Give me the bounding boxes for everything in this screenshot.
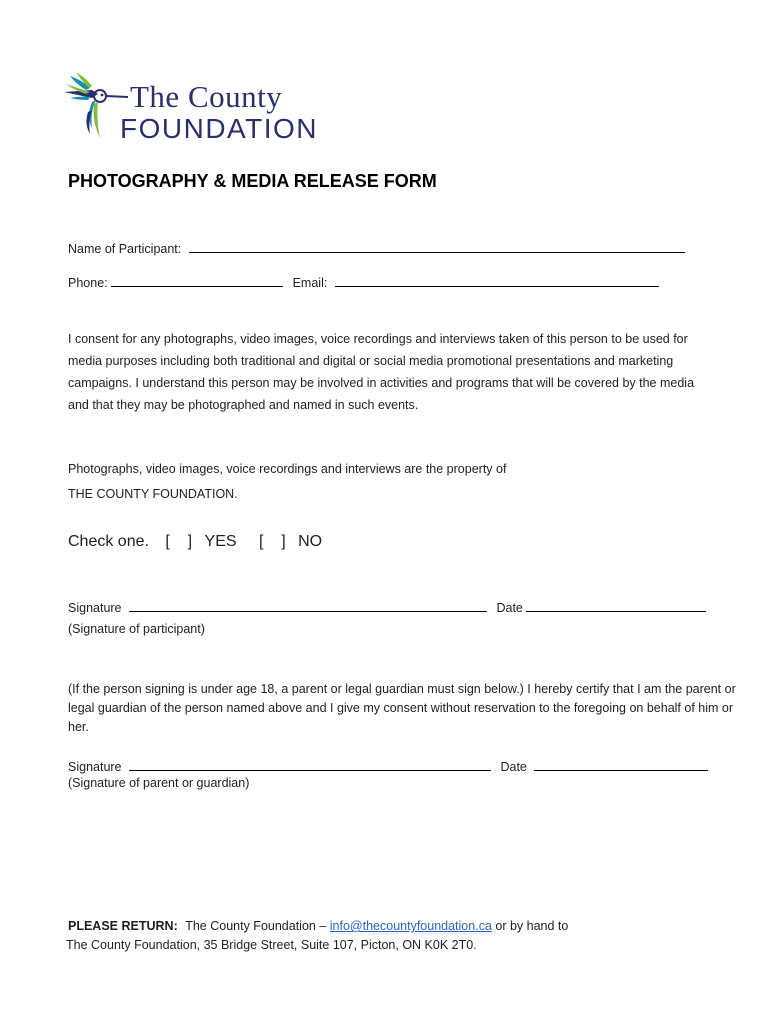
return-row [68, 919, 568, 933]
return-address: The County Foundation, 35 Bridge Street, Suite 107, Picton, ON K0K 2T0. [66, 938, 477, 952]
logo-text-line2: FOUNDATION [120, 113, 319, 144]
property-line-2: THE COUNTY FOUNDATION. [68, 487, 238, 501]
yes-checkbox[interactable]: [ ] [165, 533, 193, 550]
check-one-row [68, 533, 322, 551]
no-checkbox[interactable]: [ ] [258, 533, 286, 550]
check-one-label: Check one. [68, 533, 149, 550]
guardian-signature-row [68, 758, 708, 774]
return-text-2: or by hand to [495, 919, 569, 933]
phone-field[interactable] [111, 274, 283, 287]
guardian-signature-field[interactable] [129, 758, 491, 771]
date2-label: Date [500, 760, 527, 774]
yes-label: YES [204, 533, 237, 550]
return-email-link[interactable]: info@thecountyfoundation.ca [329, 919, 492, 933]
contact-row [68, 274, 659, 290]
form-title: PHOTOGRAPHY & MEDIA RELEASE FORM [68, 171, 437, 191]
consent-paragraph: I consent for any photographs, video images, voice recordings and interviews taken of this person to be used for media purposes including both traditional and digital or social media promotional presentations and marketing campaigns. I understand this person may be involved in activities and programs that will be covered by the media and that they may be photographed and named in such events. [68, 332, 695, 412]
email-field[interactable] [335, 274, 659, 287]
return-text-1: The County Foundation – [185, 919, 327, 933]
date-label: Date [496, 601, 523, 615]
name-label: Name of Participant: [68, 242, 182, 256]
guardian-paragraph: (If the person signing is under age 18, a parent or legal guardian must sign below.) I hereby certify that I am the parent or legal guardian of the person named above and I give my consent without reservation to the foregoing on behalf of him or her. [68, 682, 736, 734]
participant-signature-row [68, 599, 706, 615]
logo-text-line1: The County [130, 79, 283, 114]
participant-signature-field[interactable] [129, 599, 487, 612]
guardian-signature-note: (Signature of parent or guardian) [68, 776, 250, 790]
name-field[interactable] [189, 240, 685, 253]
signature-label: Signature [68, 601, 122, 615]
signature2-label: Signature [68, 760, 122, 774]
no-label: NO [298, 533, 323, 550]
phone-label: Phone: [68, 276, 108, 290]
email-label: Email: [292, 276, 328, 290]
property-line-1: Photographs, video images, voice recordings and interviews are the property of [68, 462, 507, 476]
participant-signature-note: (Signature of participant) [68, 622, 205, 636]
return-label: PLEASE RETURN: [68, 919, 178, 933]
participant-date-field[interactable] [526, 599, 706, 612]
guardian-date-field[interactable] [534, 758, 708, 771]
name-row [68, 240, 685, 256]
